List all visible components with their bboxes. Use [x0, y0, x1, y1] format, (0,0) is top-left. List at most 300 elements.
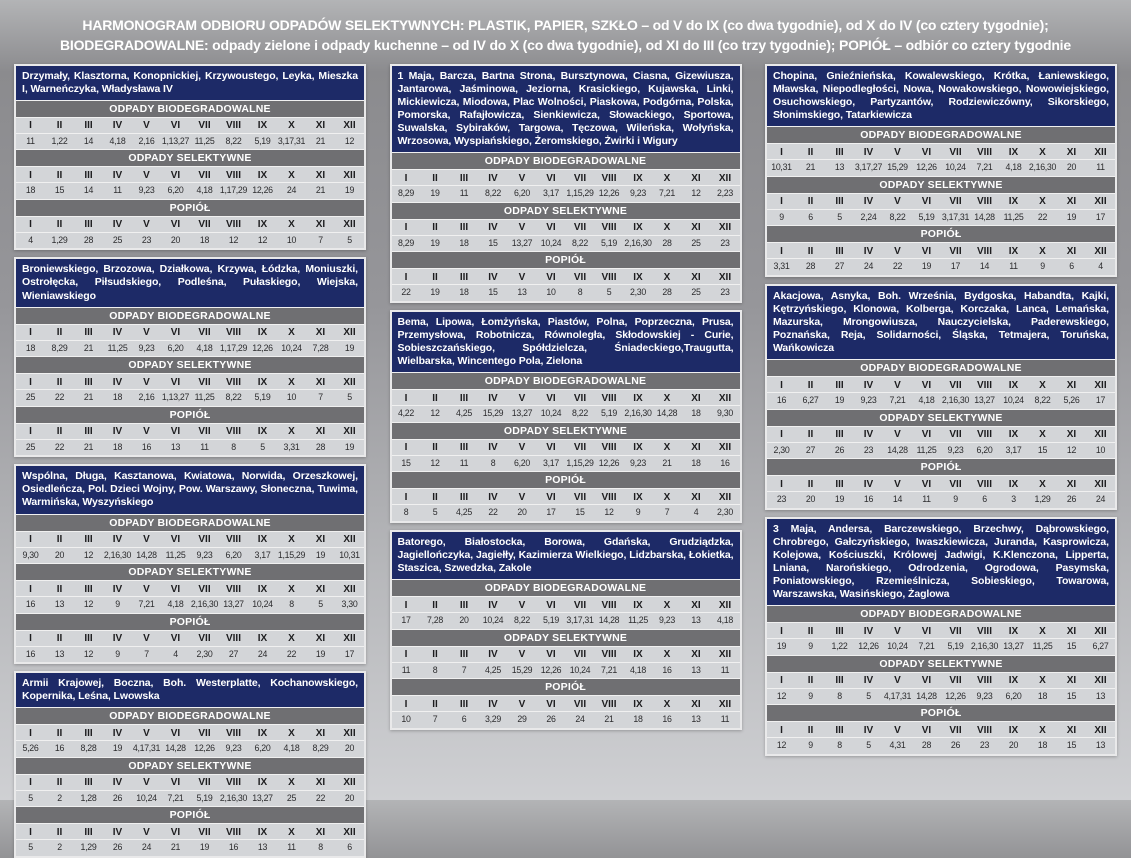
- value-cell: 4,22: [398, 408, 414, 419]
- value-cell: 11: [200, 441, 209, 452]
- value-cell: 9,23: [225, 743, 242, 754]
- value-cell: 9,30: [717, 408, 733, 419]
- value-cell: 5,19: [601, 237, 617, 248]
- streets-header: Bema, Lipowa, Łomżyńska, Piastów, Polna, Poprzeczna, Prusa, Przemysłowa, Robotnicza, Równoległa, Skłodowskiej - Curie, Sobieszczańskiego, Spółdzielcza, Śniadeckiego,Traugutta, Wielbarska, Wincentego Pola, Zielona: [392, 312, 740, 373]
- schedule-block-2-1: [390, 64, 742, 303]
- month-header-cell: VI: [170, 169, 181, 181]
- value-cell: 5,19: [196, 792, 213, 803]
- value-row-bio: [16, 547, 364, 564]
- value-cell: 9,23: [659, 615, 675, 626]
- value-cell: 11: [287, 842, 296, 853]
- value-cell: 20: [170, 234, 181, 245]
- month-header-cell: XII: [1094, 625, 1107, 637]
- value-cell: 6,20: [976, 444, 993, 455]
- month-header-cell: IV: [488, 698, 498, 710]
- value-cell: 12: [430, 408, 440, 419]
- month-header-cell: V: [518, 649, 526, 661]
- value-cell: 23: [979, 740, 990, 751]
- value-cell: 10,24: [945, 162, 966, 173]
- value-cell: 4,25: [485, 664, 501, 675]
- value-cell: 14: [979, 261, 990, 272]
- month-header-cell: VII: [949, 379, 962, 391]
- month-row-bio: [767, 143, 1115, 159]
- month-header-cell: XI: [691, 649, 701, 661]
- value-cell: 19: [112, 743, 123, 754]
- month-header-cell: XII: [343, 534, 356, 546]
- month-header-cell: IX: [1008, 429, 1019, 441]
- month-header-cell: VIII: [225, 727, 241, 739]
- month-header-cell: III: [459, 172, 469, 184]
- month-header-cell: IV: [488, 172, 498, 184]
- value-cell: 15: [1066, 690, 1077, 701]
- month-header-cell: V: [894, 429, 901, 441]
- value-cell: 18: [459, 287, 469, 298]
- value-cell: 23: [141, 234, 152, 245]
- value-cell: 9: [808, 641, 813, 652]
- month-header-cell: II: [56, 327, 63, 339]
- section-header-sel: ODPADY SELEKTYWNE: [16, 356, 364, 373]
- schedule-block-2-2: [390, 310, 742, 523]
- value-cell: 11,25: [194, 135, 215, 146]
- section-header-ash: POPIÓŁ: [392, 678, 740, 695]
- month-row-sel: [392, 219, 740, 235]
- value-cell: 25: [691, 237, 701, 248]
- value-row-ash: [392, 711, 740, 728]
- value-cell: 12: [604, 507, 614, 518]
- value-cell: 28: [662, 237, 672, 248]
- month-header-cell: IX: [633, 649, 643, 661]
- value-cell: 2,16,30: [219, 792, 248, 803]
- value-cell: 13: [54, 648, 65, 659]
- value-cell: 16: [228, 842, 239, 853]
- month-header-cell: VI: [546, 442, 556, 454]
- month-header-cell: IV: [112, 777, 123, 789]
- value-cell: 10: [1095, 444, 1106, 455]
- month-header-cell: VII: [949, 245, 962, 257]
- value-cell: 22: [401, 287, 411, 298]
- month-header-cell: IX: [1008, 478, 1019, 490]
- value-row-bio: [16, 133, 364, 150]
- value-cell: 4: [693, 507, 699, 518]
- value-cell: 2,30: [717, 507, 733, 518]
- value-cell: 4,25: [456, 507, 472, 518]
- value-cell: 20: [1066, 162, 1077, 173]
- value-cell: 7,21: [889, 395, 906, 406]
- section-header-ash: POPIÓŁ: [16, 613, 364, 630]
- value-cell: 27: [805, 444, 816, 455]
- month-header-cell: V: [894, 379, 901, 391]
- month-header-cell: I: [29, 727, 32, 739]
- month-header-cell: XII: [718, 698, 732, 710]
- value-cell: 7,21: [659, 188, 675, 199]
- value-cell: 4,18: [283, 743, 300, 754]
- value-cell: 23: [776, 494, 787, 505]
- value-cell: 10: [286, 234, 297, 245]
- month-header-cell: IV: [863, 196, 874, 208]
- value-cell: 6: [1069, 261, 1074, 272]
- value-cell: 3,17,27: [854, 162, 883, 173]
- value-row-bio: [767, 638, 1115, 655]
- value-cell: 8,22: [225, 392, 242, 403]
- value-cell: 12: [691, 188, 701, 199]
- month-header-cell: VIII: [225, 169, 241, 181]
- month-header-cell: VI: [170, 327, 181, 339]
- value-cell: 10,24: [540, 408, 562, 419]
- value-cell: 8,22: [572, 408, 588, 419]
- month-header-cell: X: [288, 426, 295, 438]
- month-header-cell: V: [518, 698, 526, 710]
- month-header-cell: XI: [315, 633, 326, 645]
- month-header-cell: III: [459, 599, 469, 611]
- month-row-bio: [16, 531, 364, 547]
- value-cell: 16: [662, 664, 672, 675]
- value-cell: 28: [83, 234, 94, 245]
- month-header-cell: III: [84, 169, 93, 181]
- value-cell: 12: [1066, 444, 1077, 455]
- month-header-cell: VIII: [225, 426, 241, 438]
- value-cell: 19: [430, 188, 440, 199]
- value-cell: 7: [318, 392, 323, 403]
- value-cell: 5,19: [918, 211, 935, 222]
- month-header-cell: VII: [573, 172, 587, 184]
- month-header-cell: IV: [112, 169, 123, 181]
- value-cell: 13: [257, 842, 268, 853]
- value-cell: 25: [286, 792, 297, 803]
- value-cell: 2,23: [717, 188, 733, 199]
- value-cell: 5,19: [543, 615, 559, 626]
- value-row-bio: [392, 405, 740, 422]
- value-cell: 13: [691, 615, 701, 626]
- month-header-cell: III: [84, 826, 93, 838]
- value-cell: 28: [921, 740, 932, 751]
- month-header-cell: IV: [112, 826, 123, 838]
- month-header-cell: IX: [633, 222, 643, 234]
- value-cell: 15: [1066, 740, 1077, 751]
- value-cell: 12: [83, 599, 94, 610]
- month-header-cell: V: [143, 219, 150, 231]
- month-header-cell: VII: [573, 222, 587, 234]
- value-cell: 7,21: [918, 641, 935, 652]
- value-cell: 28: [315, 441, 326, 452]
- month-header-cell: V: [894, 478, 901, 490]
- value-row-sel: [16, 790, 364, 807]
- value-cell: 8,29: [51, 342, 68, 353]
- value-cell: 5,26: [1063, 395, 1080, 406]
- month-header-cell: XII: [718, 649, 732, 661]
- month-header-cell: IV: [488, 491, 498, 503]
- month-header-cell: I: [404, 491, 408, 503]
- value-cell: 13: [834, 162, 845, 173]
- month-header-cell: VI: [170, 534, 181, 546]
- month-header-cell: IX: [257, 633, 268, 645]
- month-header-cell: VIII: [225, 534, 241, 546]
- value-cell: 23: [863, 444, 874, 455]
- month-row-sel: [16, 373, 364, 389]
- value-row-bio: [16, 340, 364, 357]
- month-header-cell: I: [29, 327, 32, 339]
- value-row-sel: [392, 455, 740, 472]
- value-cell: 8: [432, 664, 438, 675]
- value-cell: 4,18: [196, 342, 213, 353]
- month-header-cell: VIII: [601, 222, 617, 234]
- value-row-bio: [767, 159, 1115, 176]
- value-row-ash: [392, 284, 740, 301]
- value-cell: 13: [170, 441, 181, 452]
- month-header-cell: X: [663, 172, 671, 184]
- value-cell: 14,28: [974, 211, 995, 222]
- month-header-cell: I: [29, 534, 32, 546]
- value-cell: 12: [83, 549, 94, 560]
- value-cell: 15: [575, 507, 585, 518]
- value-cell: 28: [805, 261, 816, 272]
- value-cell: 9: [953, 494, 958, 505]
- month-header-cell: I: [404, 442, 408, 454]
- value-cell: 24: [141, 842, 152, 853]
- value-cell: 4,18: [196, 185, 213, 196]
- value-cell: 4: [173, 648, 178, 659]
- section-header-sel: ODPADY SELEKTYWNE: [392, 422, 740, 439]
- month-header-cell: VII: [949, 675, 962, 687]
- month-header-cell: VII: [573, 392, 587, 404]
- month-header-cell: X: [1039, 724, 1046, 736]
- month-header-cell: IX: [257, 826, 268, 838]
- month-header-cell: VI: [170, 376, 181, 388]
- month-header-cell: IV: [112, 633, 123, 645]
- month-header-cell: V: [143, 120, 150, 132]
- value-cell: 3,17: [543, 457, 559, 468]
- value-cell: 10,24: [540, 237, 562, 248]
- month-header-cell: VI: [921, 146, 932, 158]
- month-header-cell: II: [432, 392, 438, 404]
- value-cell: 18: [25, 342, 36, 353]
- value-cell: 1,22: [831, 641, 848, 652]
- month-header-cell: I: [780, 478, 783, 490]
- month-header-cell: IX: [633, 392, 643, 404]
- month-header-cell: VII: [573, 599, 587, 611]
- schedule-block-3-2: [765, 284, 1117, 510]
- month-header-cell: IV: [112, 583, 123, 595]
- month-header-cell: XII: [718, 392, 732, 404]
- month-header-cell: IV: [488, 271, 498, 283]
- section-header-ash: POPIÓŁ: [16, 199, 364, 216]
- value-cell: 1,29: [80, 842, 97, 853]
- value-cell: 2,16,30: [624, 408, 652, 419]
- month-row-sel: [767, 426, 1115, 442]
- month-header-cell: III: [459, 271, 469, 283]
- month-header-cell: VI: [170, 777, 181, 789]
- month-header-cell: XII: [343, 777, 356, 789]
- value-row-ash: [16, 646, 364, 663]
- value-row-sel: [767, 209, 1115, 226]
- month-header-cell: X: [663, 271, 671, 283]
- month-header-cell: V: [518, 599, 526, 611]
- section-header-sel: ODPADY SELEKTYWNE: [392, 629, 740, 646]
- month-header-cell: VI: [921, 196, 932, 208]
- month-header-cell: XII: [1094, 379, 1107, 391]
- value-cell: 9,23: [947, 444, 964, 455]
- month-header-cell: IV: [112, 120, 123, 132]
- value-cell: 6,20: [254, 743, 271, 754]
- value-cell: 18: [112, 392, 123, 403]
- value-cell: 8,22: [889, 211, 906, 222]
- month-header-cell: VIII: [225, 327, 241, 339]
- value-cell: 22: [54, 392, 65, 403]
- value-cell: 29: [517, 714, 527, 725]
- month-header-cell: II: [56, 376, 63, 388]
- value-cell: 8,22: [514, 615, 530, 626]
- streets-header: Armii Krajowej, Boczna, Boh. Westerplatte, Kochanowskiego, Kopernika, Leśna, Lwowska: [16, 673, 364, 707]
- month-header-cell: IV: [112, 534, 123, 546]
- value-cell: 10,24: [1003, 395, 1024, 406]
- value-cell: 15: [1037, 444, 1048, 455]
- month-header-cell: VI: [921, 245, 932, 257]
- value-cell: 10,24: [281, 342, 302, 353]
- value-row-bio: [392, 612, 740, 629]
- month-header-cell: VII: [198, 120, 211, 132]
- month-row-bio: [16, 117, 364, 133]
- value-cell: 17: [401, 615, 411, 626]
- month-header-cell: II: [56, 633, 63, 645]
- month-header-cell: IX: [633, 271, 643, 283]
- value-cell: 13,27: [223, 599, 244, 610]
- section-header-sel: ODPADY SELEKTYWNE: [767, 655, 1115, 672]
- month-header-cell: V: [518, 222, 526, 234]
- month-header-cell: VIII: [976, 625, 992, 637]
- value-cell: 13: [1095, 740, 1106, 751]
- month-header-cell: III: [84, 219, 93, 231]
- value-cell: 22: [286, 648, 297, 659]
- month-header-cell: XII: [343, 120, 356, 132]
- section-header-bio: ODPADY BIODEGRADOWALNE: [16, 707, 364, 724]
- value-row-sel: [16, 596, 364, 613]
- month-header-cell: VII: [949, 724, 962, 736]
- month-header-cell: VIII: [601, 649, 617, 661]
- month-header-cell: VIII: [976, 675, 992, 687]
- value-cell: 16: [141, 441, 152, 452]
- value-cell: 10,24: [569, 664, 591, 675]
- value-cell: 15: [54, 185, 65, 196]
- month-header-cell: VII: [198, 219, 211, 231]
- month-header-cell: VIII: [601, 491, 617, 503]
- value-cell: 19: [921, 261, 932, 272]
- month-header-cell: V: [894, 675, 901, 687]
- month-header-cell: II: [807, 429, 814, 441]
- value-cell: 9,23: [138, 185, 155, 196]
- value-cell: 5: [347, 234, 352, 245]
- value-cell: 14,28: [656, 408, 678, 419]
- value-cell: 8: [577, 287, 583, 298]
- value-cell: 11: [1096, 162, 1105, 173]
- schedule-block-1-1: [14, 64, 366, 251]
- value-cell: 21: [662, 457, 672, 468]
- value-cell: 21: [83, 392, 94, 403]
- month-header-cell: XI: [315, 120, 326, 132]
- value-cell: 9: [635, 507, 641, 518]
- value-cell: 1,15,29: [277, 549, 306, 560]
- value-cell: 12: [228, 234, 239, 245]
- month-header-cell: XI: [1066, 245, 1077, 257]
- value-cell: 25: [25, 441, 36, 452]
- value-cell: 11: [720, 714, 730, 725]
- value-cell: 5: [260, 441, 265, 452]
- month-header-cell: V: [894, 146, 901, 158]
- month-header-cell: XI: [1066, 196, 1077, 208]
- value-row-sel: [767, 442, 1115, 459]
- month-row-ash: [392, 488, 740, 504]
- month-header-cell: XII: [1094, 146, 1107, 158]
- value-cell: 7,28: [427, 615, 443, 626]
- value-cell: 6,20: [514, 188, 530, 199]
- month-header-cell: VIII: [225, 120, 241, 132]
- value-cell: 8: [289, 599, 294, 610]
- value-cell: 19: [199, 842, 210, 853]
- value-cell: 4,18: [630, 664, 646, 675]
- month-header-cell: XI: [315, 376, 326, 388]
- month-header-cell: X: [1039, 146, 1046, 158]
- value-cell: 13: [691, 664, 701, 675]
- value-cell: 2,24: [860, 211, 877, 222]
- month-header-cell: VII: [949, 146, 962, 158]
- value-cell: 21: [805, 162, 816, 173]
- month-header-cell: XI: [1066, 379, 1077, 391]
- value-cell: 14: [892, 494, 903, 505]
- value-cell: 11,25: [916, 444, 937, 455]
- month-header-cell: II: [432, 442, 438, 454]
- month-header-cell: VII: [198, 826, 211, 838]
- month-header-cell: XI: [315, 826, 326, 838]
- month-header-cell: V: [143, 826, 150, 838]
- value-cell: 26: [834, 444, 845, 455]
- month-header-cell: VII: [573, 698, 587, 710]
- month-header-cell: IV: [112, 376, 123, 388]
- month-header-cell: XII: [343, 327, 356, 339]
- value-cell: 9: [115, 648, 120, 659]
- month-header-cell: V: [143, 777, 150, 789]
- value-cell: 4,18: [717, 615, 733, 626]
- month-header-cell: X: [288, 376, 295, 388]
- month-header-cell: IV: [863, 724, 874, 736]
- value-cell: 3,17,31: [566, 615, 594, 626]
- month-row-sel: [392, 439, 740, 455]
- value-cell: 20: [517, 507, 527, 518]
- month-header-cell: VII: [198, 727, 211, 739]
- month-header-cell: VIII: [225, 633, 241, 645]
- month-header-cell: X: [288, 777, 295, 789]
- value-cell: 6,20: [1005, 690, 1022, 701]
- value-cell: 26: [1066, 494, 1077, 505]
- value-cell: 18: [691, 457, 701, 468]
- value-cell: 16: [776, 395, 787, 406]
- value-cell: 8,29: [398, 188, 414, 199]
- month-header-cell: VI: [546, 222, 556, 234]
- month-header-cell: V: [143, 327, 150, 339]
- value-cell: 19: [1066, 211, 1077, 222]
- month-header-cell: XI: [315, 583, 326, 595]
- month-header-cell: II: [56, 727, 63, 739]
- value-cell: 6,20: [225, 549, 242, 560]
- section-header-ash: POPIÓŁ: [767, 458, 1115, 475]
- value-cell: 9,30: [22, 549, 39, 560]
- value-cell: 16: [25, 648, 36, 659]
- value-cell: 12: [430, 457, 440, 468]
- value-cell: 8,22: [485, 188, 501, 199]
- value-cell: 3,30: [341, 599, 358, 610]
- value-cell: 28: [662, 287, 672, 298]
- month-header-cell: IX: [1008, 245, 1019, 257]
- value-cell: 20: [805, 494, 816, 505]
- section-header-bio: ODPADY BIODEGRADOWALNE: [392, 372, 740, 389]
- value-cell: 5: [28, 842, 33, 853]
